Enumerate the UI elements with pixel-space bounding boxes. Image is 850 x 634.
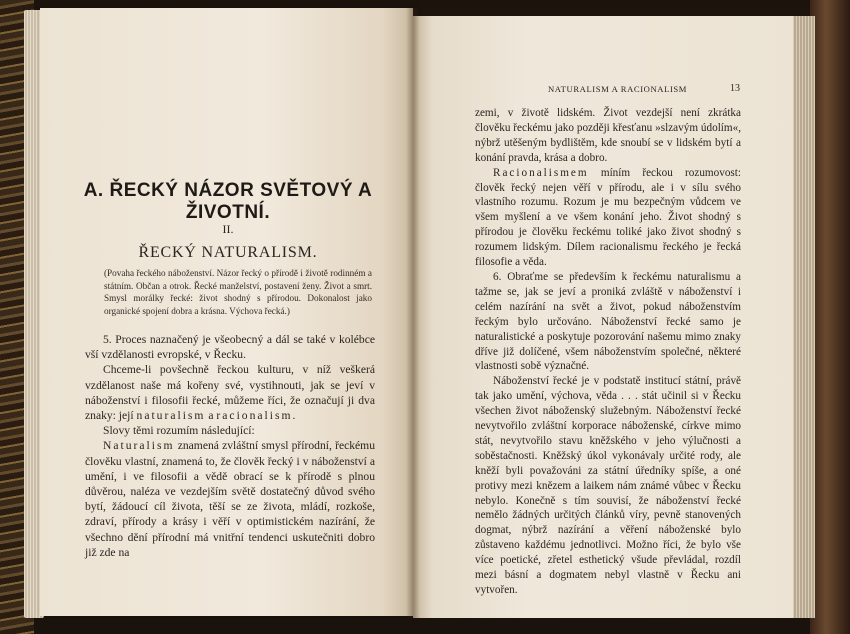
- text-run: znamená zvláštní smysl přírodní, řeckému člověku vlastní, znamená to, že člověk řecký i v náboženství a umění, i ve filosofii a vědě obrací se k přírodě s plnou důvěrou, naléza ve vezdejším světě dostatečný důvod svého bytí, žádoucí cíl života, těší se ze života, mládí, rozkoše, zdraví, přírody a krásy i věří v optimistickém nazírání, že všechno dění přírodní má vnitřní tendenci uskutečniti dobro již zde na: [85, 439, 375, 559]
- paragraph: Slovy těmi rozumím následující:: [103, 424, 255, 438]
- right-page-body: [475, 106, 741, 598]
- section-summary: (Povaha řeckého náboženství. Názor řecký o přírodě i životě rodinném a státním. Občan a otrok. Řecké manželství, postavení ženy. Život a smrt. Smysl morálky řecké: život shodný s přírodou. Dokonalost jako organické spojení dobra a krásna. Výchova řecká.): [104, 268, 372, 316]
- section-number: II.: [222, 222, 234, 236]
- text-run: a: [205, 409, 217, 423]
- spaced-term: naturalism: [136, 409, 206, 423]
- book-cover-edge-right: [810, 0, 850, 634]
- paragraph: [85, 362, 375, 423]
- paragraph: Náboženství řecké je v podstatě institucí státní, právě tak jako umění, výchova, věda . . . stát učinil si v Řecku všechen život náboženský služebným. Náboženství řecké nevytvořilo zvláštní korporace náboženské, církve mimo stát, nevytvořilo stavu kněžského v jeho výlučnosti a soběstačnosti. Kněžský úkol vykonávaly určité rody, ale kněží byli považováni za státní úředníky spíše, a oné protivy mezi knězem a laikem nám známé vůbec v Řecku nebylo. Konečně s tím souvisí, že náboženství řecké nemělo žádných určitých článků víry, pevně stanovených dogmat, nýbrž nazírání a věření náboženské bylo zůstaveno každému jednotlivci. Možno říci, že bylo vše více poetické, zřetel esthetický všude převládal, rozdíl mezi básní a dogmatem nebyl vlastně v Řecku ani vytvořen.: [475, 375, 741, 596]
- text-run: míním řeckou rozumovost: člověk řecký nejen věří v přírodu, ale i v sílu svého vlastního rozumu. Rozum je mu bezpečným vůdcem ve všem myšlení a ve všem konání jeho. Život shodný s přírodou je člověku řeckému toliké jako život shodný s rozumem lidským. Dílem racionalismu řeckého je řecká filosofie a věda.: [475, 166, 741, 269]
- left-page-body: [85, 332, 375, 560]
- spaced-term: Racionalismem: [493, 166, 589, 179]
- text-run: Chceme-li povšechně řeckou kulturu, v níž veškerá vzdělanost naše má kořeny své, vystihnouti, jak se jeví v náboženství i filosofii řecké, můžeme říci, že označují ji dva znaky: její: [85, 363, 375, 423]
- section-title: ŘECKÝ NATURALISM.: [138, 244, 318, 261]
- page-stack-right: [793, 16, 815, 618]
- paragraph: [475, 166, 741, 270]
- paragraph: 6. Obraťme se především k řeckému naturalismu a tažme se, jak se jeví a proniká zvláště v náboženství i celém nazírání na svět a život, pokud náboženstvím řeckým bylo určováno. Náboženství řecké samo je naturalistické a poskytuje pozorování našemu mimo znaky dříve již dolíčené, všem náboženstvím společné, některé vlastnosti sobě význačné.: [475, 270, 741, 373]
- spaced-term: racionalism: [216, 409, 293, 423]
- running-header: NATURALISM A RACIONALISM: [548, 84, 688, 94]
- chapter-heading: A. ŘECKÝ NÁZOR SVĚTOVÝ A ŽIVOTNÍ.: [83, 180, 373, 223]
- paragraph: [85, 438, 375, 560]
- page-number: 13: [730, 83, 740, 94]
- paragraph: 5. Proces naznačený je všeobecný a dál se také v kolébce vší vzdělanosti evropské, v Řecku.: [85, 333, 375, 362]
- paragraph: zemi, v životě lidském. Život vezdejší není zkrátka člověku řeckému jako později křesťanu »slzavým údolím«, nýbrž utěšeným bydlištěm, kde snoubí se v lidském bytí a konání pravda, krása a dobro.: [475, 107, 741, 164]
- spaced-term: Naturalism: [103, 439, 175, 453]
- book-gutter: [406, 8, 420, 618]
- text-run: .: [292, 409, 296, 423]
